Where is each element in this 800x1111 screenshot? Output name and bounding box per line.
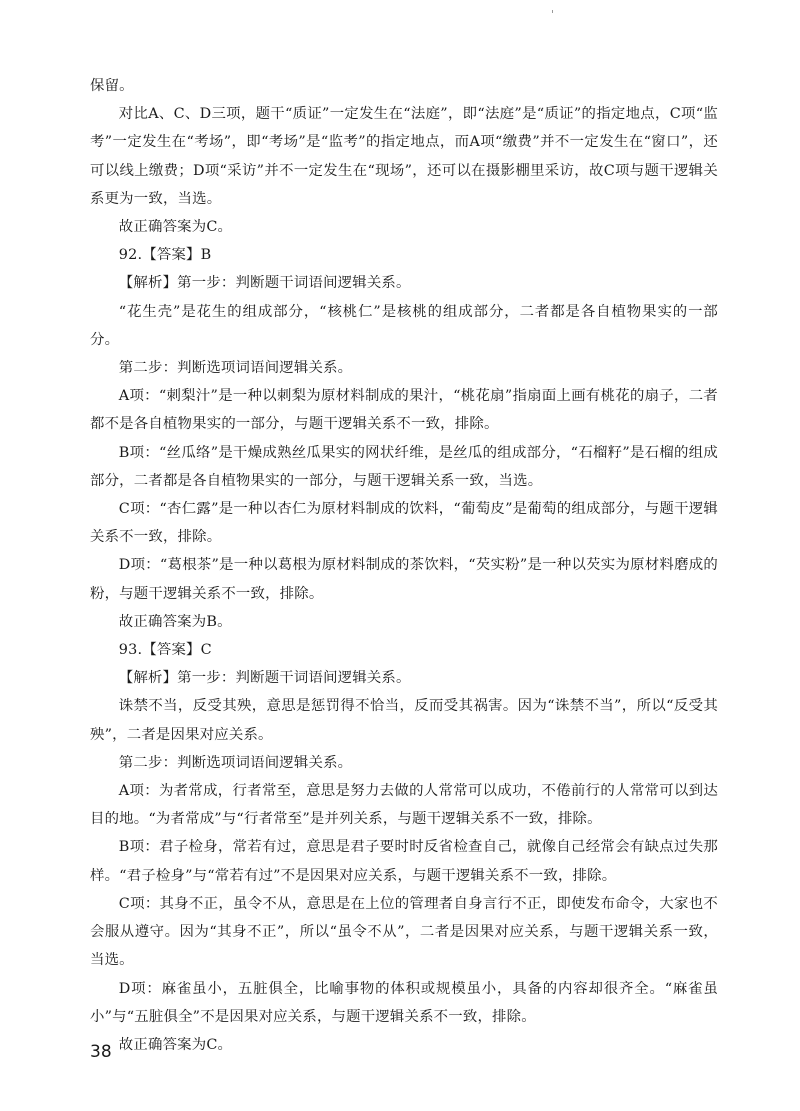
question-92-option-a: A项：“刺梨汁”是一种以刺梨为原材料制成的果汁，“桃花扇”指扇面上画有桃花的扇子，二者都不是各自植物果实的一部分，与题干逻辑关系不一致，排除。 — [90, 388, 718, 433]
question-93-option-d: D项：麻雀虽小，五脏俱全，比喻事物的体积或规模虽小，具备的内容却很齐全。“麻雀虽小”与“五脏俱全”不是因果对应关系，与题干逻辑关系不一致，排除。 — [90, 980, 718, 1025]
question-92-option-d: D项：“葛根茶”是一种以葛根为原材料制成的茶饮料，“芡实粉”是一种以芡实为原材料磨成的粉，与题干逻辑关系不一致，排除。 — [90, 557, 718, 602]
scan-mark — [552, 10, 553, 13]
question-93-step2: 第二步：判断选项词语间逻辑关系。 — [118, 754, 353, 771]
question-92-stem-explanation: “花生壳”是花生的组成部分，“核桃仁”是核桃的组成部分，二者都是各自植物果实的一部分。 — [90, 303, 718, 348]
page-body — [90, 72, 718, 1059]
question-92-answer: 92.【答案】B — [118, 247, 212, 264]
question-93-stem-explanation: 诛禁不当，反受其殃，意思是惩罚得不恰当，反而受其祸害。因为“诛禁不当”，所以“反受其殃”，二者是因果对应关系。 — [90, 698, 718, 743]
paragraph-retain: 保留。 — [90, 78, 134, 94]
question-92-option-c: C项：“杏仁露”是一种以杏仁为原材料制成的饮料，“葡萄皮”是葡萄的组成部分，与题干逻辑关系不一致，排除。 — [90, 501, 718, 546]
question-93-option-a: A项：为者常成，行者常至，意思是努力去做的人常常可以成功，不倦前行的人常常可以到达目的地。“为者常成”与“行者常至”是并列关系，与题干逻辑关系不一致，排除。 — [90, 783, 718, 828]
paragraph-answer-91: 故正确答案为C。 — [118, 219, 233, 236]
question-92-analysis-step1: 【解析】第一步：判断题干词语间逻辑关系。 — [118, 275, 411, 292]
question-93-option-b: B项：君子检身，常若有过，意思是君子要时时反省检查自己，就像自己经常会有缺点过失那样。“君子检身”与“常若有过”不是因果对应关系，与题干逻辑关系不一致，排除。 — [90, 839, 718, 884]
question-92-option-b: B项：“丝瓜络”是干燥成熟丝瓜果实的网状纤维，是丝瓜的组成部分，“石榴籽”是石榴的组成部分，二者都是各自植物果实的一部分，与题干逻辑关系一致，当选。 — [90, 444, 718, 489]
question-93-option-c: C项：其身不正，虽令不从，意思是在上位的管理者自身言行不正，即使发布命令，大家也不会服从遵守。因为“其身不正”，所以“虽令不从”，二者是因果对应关系，与题干逻辑关系一致，当选。 — [90, 895, 718, 969]
question-93-answer: 93.【答案】C — [118, 642, 212, 659]
question-92-conclusion: 故正确答案为B。 — [118, 613, 232, 630]
question-93-conclusion: 故正确答案为C。 — [118, 1036, 233, 1053]
paragraph-compare-acd: 对比A、C、D三项，题干“质证”一定发生在“法庭”，即“法庭”是“质证”的指定地点，C项“监考”一定发生在“考场”，即“考场”是“监考”的指定地点，而A项“缴费”并不一定发生在“窗口”，还可以线上缴费；D项“采访”并不一定发生在“现场”，还可以在摄影棚里采访，故C项与题干逻辑关系更为一致，当选。 — [90, 106, 718, 207]
question-93-analysis-step1: 【解析】第一步：判断题干词语间逻辑关系。 — [118, 670, 411, 687]
page-number: 38 — [90, 1042, 112, 1062]
question-92-step2: 第二步：判断选项词语间逻辑关系。 — [118, 360, 353, 377]
